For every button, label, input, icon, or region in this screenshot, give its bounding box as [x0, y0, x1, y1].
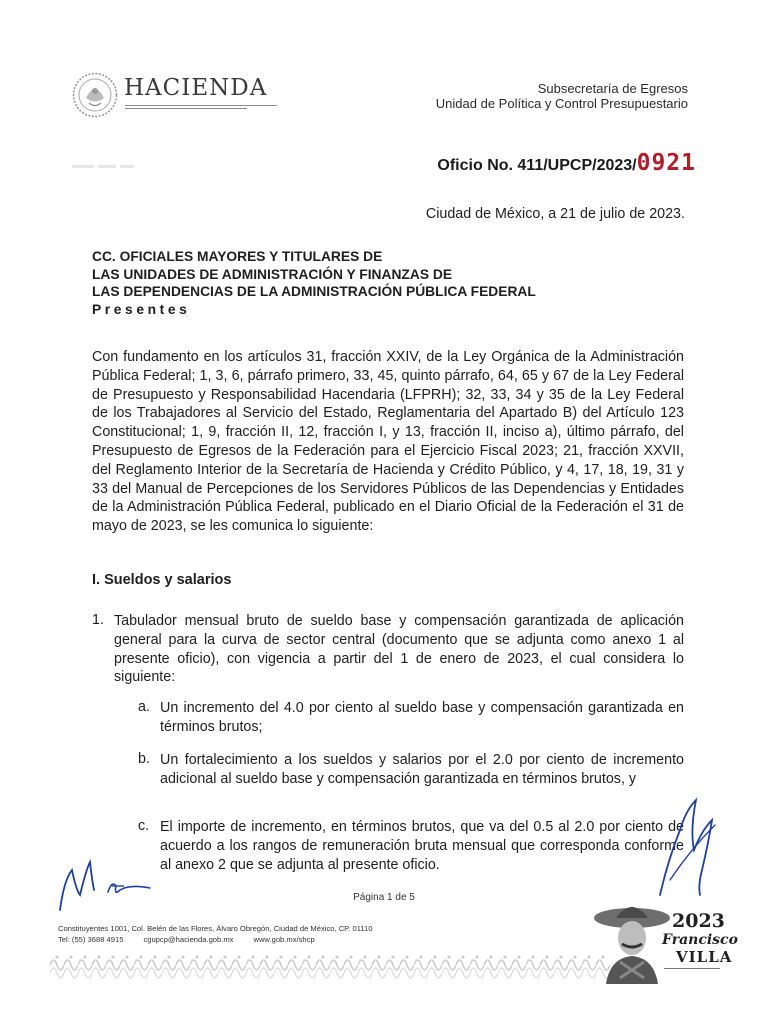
logo-name: Francisco [662, 932, 738, 948]
section-heading: I. Sueldos y salarios [92, 572, 232, 588]
brand-title: HACIENDA [124, 75, 268, 101]
footer-email: cgupcp@hacienda.gob.mx [143, 935, 234, 944]
logo-year: 2023 [672, 910, 725, 932]
dependencia-line: Unidad de Política y Control Presupuestario [435, 96, 688, 111]
subitem-letter: a. [138, 699, 150, 715]
dependencia-line: Subsecretaría de Egresos [537, 81, 688, 96]
coat-of-arms-seal-icon [72, 72, 118, 118]
logo-subtitle [664, 968, 720, 971]
footer-address: Constituyentes 1001, Col. Belén de las Flores, Álvaro Obregón, Ciudad de México, CP. 01110 [58, 924, 373, 933]
footer-phone: Tel: (55) 3688 4915 [58, 935, 124, 944]
footer-contact [58, 935, 335, 944]
brand-subtitle [125, 105, 277, 109]
logo-surname: VILLA [676, 948, 733, 966]
handwritten-initials-signature [50, 840, 170, 920]
dependencia-block [436, 81, 688, 111]
body-paragraph: Con fundamento en los artículos 31, fracción XXIV, de la Ley Orgánica de la Administración Pública Federal; 1, 3, 6, párrafo primero, 33, 45, quinto párrafo, 64, 65 y 67 de la Ley Federal de Presupuesto y Responsabilidad Hacendaria (LFPRH); 32, 33, 34 y 35 de la Ley Federal de los Trabajadores al Servicio del Estado, Reglamentaria del Apartado B) del Artículo 123 Constitucional; 1, 9, fracción II, 12, fracción I, y 13, fracción II, inciso a), último párrafo, del Presupuesto de Egresos de la Federación para el Ejercicio Fiscal 2023; 21, fracción XXVII, del Reglamento Interior de la Secretaría de Hacienda y Crédito Público, y 4, 17, 18, 19, 31 y 33 del Manual de Percepciones de los Servidores Públicos de las Dependencias y Entidades de la Administración Pública Federal, publicado en el Diario Oficial de la Federación el 31 de mayo de 2023, se les comunica lo siguiente: [92, 349, 684, 535]
francisco-villa-2023-logo [592, 896, 742, 986]
recipients-block [92, 248, 536, 318]
subitem-text: El importe de incremento, en términos brutos, que va del 0.5 al 2.0 por ciento de acuerdo a los rangos de remuneración bruta mensual que corresponda conforme al anexo 2 que se adjunta al presente oficio. [160, 819, 684, 873]
villa-portrait-icon [592, 896, 672, 986]
oficio-folio-stamp: 0921 [636, 150, 696, 176]
document-date: Ciudad de México, a 21 de julio de 2023. [425, 206, 685, 222]
recipient-line: LAS UNIDADES DE ADMINISTRACIÓN Y FINANZAS DE [92, 266, 453, 282]
list-item-number: 1. [92, 612, 104, 628]
list-item-text: Tabulador mensual bruto de sueldo base y compensación garantizada de aplicación general para la curva de sector central (documento que se adjunta como anexo 1 al presente oficio), con vigencia a partir del 1 de enero de 2023, el cual considera lo siguiente: [114, 613, 684, 686]
recipient-line: CC. OFICIALES MAYORES Y TITULARES DE [92, 249, 383, 264]
decorative-footer-band [50, 950, 610, 980]
subitem-letter: c. [138, 818, 150, 834]
recipient-line: LAS DEPENDENCIAS DE LA ADMINISTRACIÓN PÚBLICA FEDERAL [92, 284, 536, 299]
oficio-label: Oficio No. 411/UPCP/2023/ [437, 157, 637, 174]
faint-stamp-mark [72, 155, 140, 165]
presentes-label: Presentes [92, 301, 191, 317]
hacienda-logo [72, 72, 312, 122]
subitem-text: Un fortalecimiento a los sueldos y salarios por el 2.0 por ciento de incremento adicional al sueldo base y compensación garantizada en términos brutos, y [160, 752, 684, 787]
footer-website: www.gob.mx/shcp [253, 935, 315, 944]
oficio-number [437, 150, 696, 176]
subitem-text: Un incremento del 4.0 por ciento al sueldo base y compensación garantizada en términos brutos; [160, 700, 684, 735]
subitem-letter: b. [138, 751, 150, 767]
page-number: Página 1 de 5 [353, 892, 415, 903]
